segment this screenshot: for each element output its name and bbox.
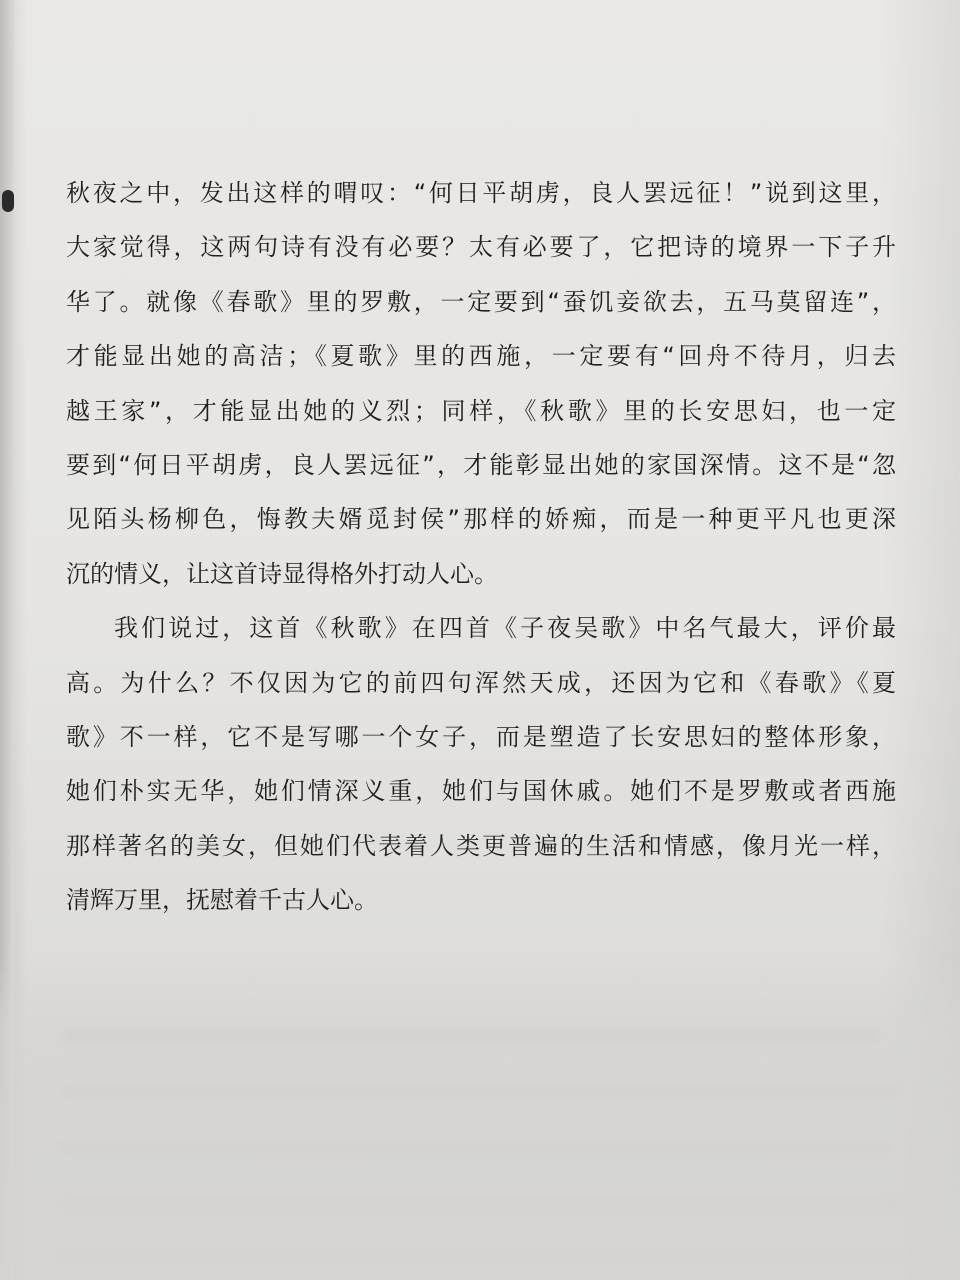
- text-line: 那样著名的美女，但她们代表着人类更普遍的生活和情感，像月光一样，: [66, 831, 896, 860]
- paragraph-2: [66, 601, 896, 927]
- text-line: 要到“何日平胡虏，良人罢远征”，才能彰显出她的家国深情。这不是“忽: [66, 450, 896, 479]
- text-line: 大家觉得，这两句诗有没有必要？太有必要了，它把诗的境界一下子升: [66, 233, 896, 262]
- text-line: 沉的情义，让这首诗显得格外打动人心。: [66, 559, 498, 588]
- text-line: 我们说过，这首《秋歌》在四首《子夜吴歌》中名气最大，评价最: [114, 614, 896, 643]
- text-line: 华了。就像《春歌》里的罗敷，一定要到“蚕饥妾欲去，五马莫留连”，: [66, 287, 896, 316]
- text-line: 越王家”，才能显出她的义烈；同样，《秋歌》里的长安思妇，也一定: [66, 396, 896, 425]
- text-line: 秋夜之中，发出这样的喟叹：“何日平胡虏，良人罢远征！”说到这里，: [66, 179, 896, 207]
- paragraph-1: [66, 166, 896, 601]
- text-line: 她们朴实无华，她们情深义重，她们与国休戚。她们不是罗敷或者西施: [66, 777, 896, 806]
- text-line: 见陌头杨柳色，悔教夫婿觅封侯”那样的娇痴，而是一种更平凡也更深: [66, 505, 896, 534]
- text-line: 歌》不一样，它不是写哪一个女子，而是塑造了长安思妇的整体形象，: [66, 722, 896, 751]
- text-line: 清辉万里，抚慰着千古人心。: [66, 886, 378, 915]
- text-line: 才能显出她的高洁；《夏歌》里的西施，一定要有“回舟不待月，归去: [66, 342, 896, 371]
- text-line: 高。为什么？不仅因为它的前四句浑然天成，还因为它和《春歌》《夏: [66, 668, 896, 697]
- binding-mark: [2, 190, 14, 212]
- lower-page-blur: [0, 960, 960, 1280]
- page-text: [66, 166, 896, 927]
